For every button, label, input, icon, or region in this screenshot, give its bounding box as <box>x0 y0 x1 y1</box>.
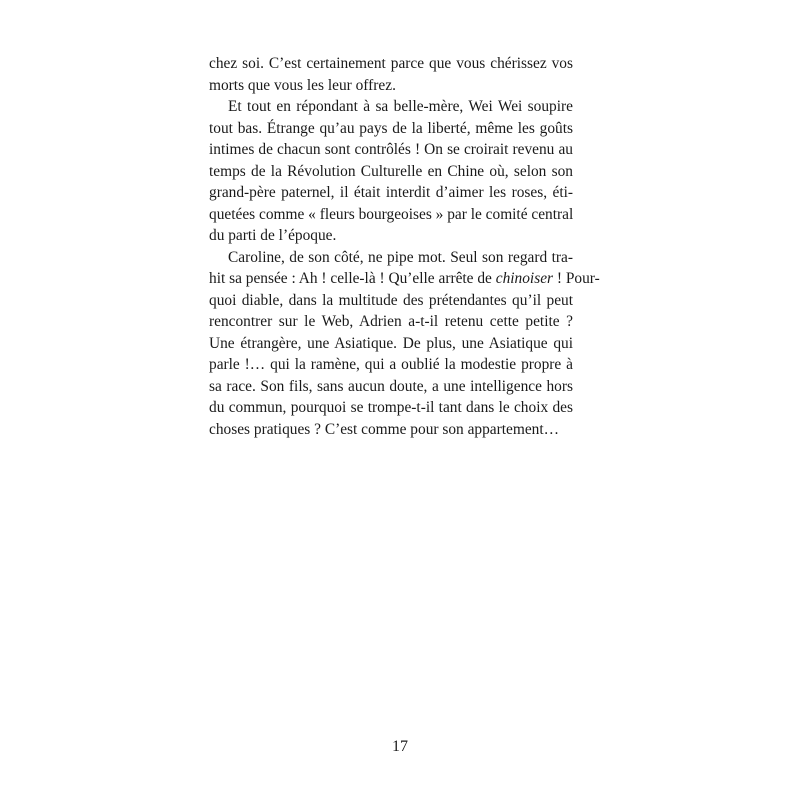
italic-word: chinoiser <box>495 270 554 287</box>
text-line: chez soi. C’est certainement parce que vous chérissez vos <box>209 55 573 72</box>
page-number: 17 <box>392 738 408 755</box>
text-line-with-italic <box>209 268 600 290</box>
text-line: du commun, pourquoi se trompe-t-il tant dans le choix des <box>209 399 573 416</box>
text-line: quetées comme « fleurs bourgeoises » par le comité central <box>209 205 574 223</box>
text-line: Une étrangère, une Asiatique. De plus, une Asiatique qui <box>209 334 573 352</box>
text-line: sa race. Son fils, sans aucun doute, a une intelligence hors <box>209 377 573 395</box>
text-line: tout bas. Étrange qu’au pays de la liberté, même les goûts <box>209 119 573 137</box>
text-line: choses pratiques ? C’est comme pour son appartement… <box>209 420 560 438</box>
text-line: rencontrer sur le Web, Adrien a-t-il retenu cette petite ? <box>209 313 573 330</box>
text-line: morts que vous les leur offrez. <box>209 76 396 94</box>
text-line: Et tout en répondant à sa belle-mère, Wei Wei soupire <box>228 98 573 115</box>
text-segment: ! Pour- <box>553 270 600 287</box>
text-segment: hit sa pensée : Ah ! celle-là ! Qu’elle arrête de <box>209 270 496 287</box>
text-line: grand-père paternel, il était interdit d’aimer les roses, éti- <box>209 184 573 201</box>
text-line: temps de la Révolution Culturelle en Chine où, selon son <box>209 162 573 180</box>
text-line: intimes de chacun sont contrôlés ! On se croirait revenu au <box>209 141 573 158</box>
text-line: Caroline, de son côté, ne pipe mot. Seul son regard tra- <box>228 248 573 266</box>
body-text <box>209 53 600 440</box>
text-line: parle !… qui la ramène, qui a oublié la modestie propre à <box>209 356 573 373</box>
text-line: du parti de l’époque. <box>209 227 337 244</box>
text-line: quoi diable, dans la multitude des prétendantes qu’il peut <box>209 291 573 309</box>
